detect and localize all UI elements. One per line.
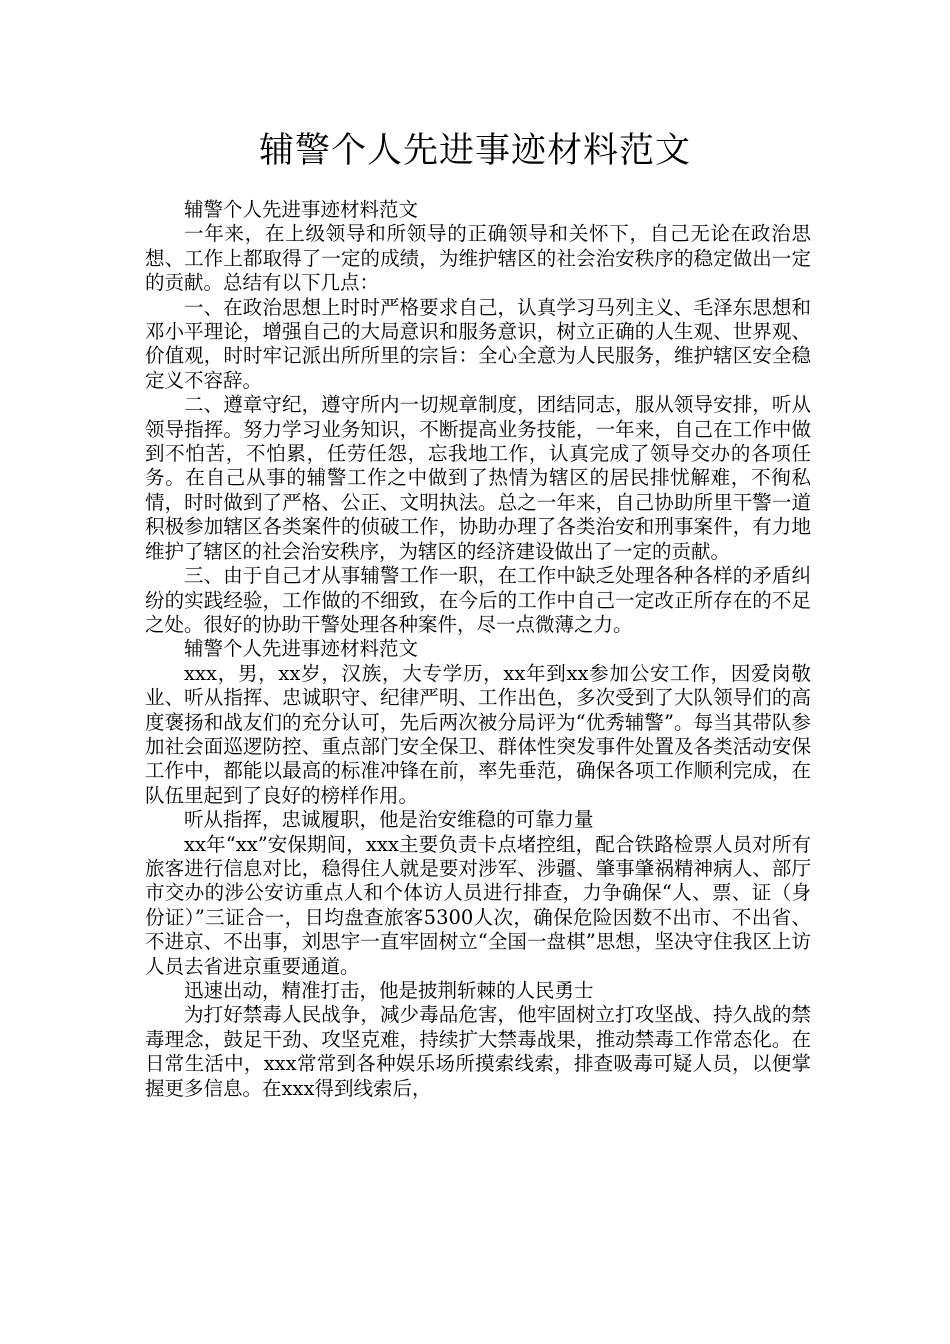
paragraph-subtitle-1: 辅警个人先进事迹材料范文 <box>184 198 419 221</box>
paragraph-point-2: 二、遵章守纪，遵守所内一切规章制度，团结同志，服从领导安排，听从领导指挥。努力学习业务知识，不断提高业务技能，一年来，自己在工作中做到不怕苦，不怕累，任劳任怨，忘我地工作，认真完成了领导交办的各项任务。在自己从事的辅警工作之中做到了热情为辖区的居民排忧解难，不徇私情，时时做到了严格、公正、文明执法。总之一年来，自己协助所里干警一道积极参加辖区各类案件的侦破工作，协助办理了各类治安和刑事案件，有力地维护了辖区的社会治安秩序，为辖区的经济建设做出了一定的贡献。 <box>145 393 811 563</box>
paragraph-subtitle-2: 辅警个人先进事迹材料范文 <box>184 637 419 661</box>
paragraph-security-duty: xx年“xx”安保期间，xxx主要负责卡点堵控组，配合铁路检票人员对所有旅客进行信息对比，稳得住人就是要对涉军、涉疆、肇事肇祸精神病人、部厅市交办的涉公安访重点人和个体访人员进行排查，力争确保“人、票、证（身份证）”三证合一，日均盘查旅客5300人次，确保危险因数不出市、不出省、不进京、不出事，刘思宇一直牢固树立“全国一盘棋”思想，坚决守住我区上访人员去省进京重要通道。 <box>145 832 811 978</box>
paragraph-point-3: 三、由于自己才从事辅警工作一职，在工作中缺乏处理各种各样的矛盾纠纷的实践经验，工作做的不细致，在今后的工作中自己一定改正所存在的不足之处。很好的协助干警处理各种案件，尽一点微薄之力。 <box>145 564 811 636</box>
paragraph-profile: xxx，男，xx岁，汉族，大专学历，xx年到xx参加公安工作，因爱岗敬业、听从指挥、忠诚职守、纪律严明、工作出色，多次受到了大队领导们的高度褒扬和战友们的充分认可，先后两次被分局评为“优秀辅警”。每当其带队参加社会面巡逻防控、重点部门安全保卫、群体性突发事件处置及各类活动安保工作中，都能以最高的标准冲锋在前，率先垂范，确保各项工作顺利完成，在队伍里起到了良好的榜样作用。 <box>145 661 811 807</box>
paragraph-heading-strike: 迅速出动，精准打击，他是披荆斩棘的人民勇士 <box>184 979 594 1002</box>
paragraph-heading-obey: 听从指挥，忠诚履职，他是治安维稳的可靠力量 <box>184 808 594 832</box>
paragraph-intro: 一年来，在上级领导和所领导的正确领导和关怀下，自己无论在政治思想、工作上都取得了一定的成绩，为维护辖区的社会治安秩序的稳定做出一定的贡献。总结有以下几点： <box>145 222 811 295</box>
paragraph-point-1: 一、在政治思想上时时严格要求自己，认真学习马列主义、毛泽东思想和邓小平理论，增强自己的大局意识和服务意识，树立正确的人生观、世界观、价值观，时时牢记派出所所里的宗旨：全心全意为人民服务，维护辖区安全稳定义不容辞。 <box>145 295 811 392</box>
document-title: 辅警个人先进事迹材料范文 <box>258 131 691 171</box>
paragraph-anti-drug: 为打好禁毒人民战争，减少毒品危害，他牢固树立打攻坚战、持久战的禁毒理念，鼓足干劲、攻坚克难，持续扩大禁毒战果，推动禁毒工作常态化。在日常生活中，xxx常常到各种娱乐场所摸索线索，排查吸毒可疑人员，以便掌握更多信息。在xxx得到线索后， <box>145 1003 811 1100</box>
document-body <box>145 198 811 1101</box>
